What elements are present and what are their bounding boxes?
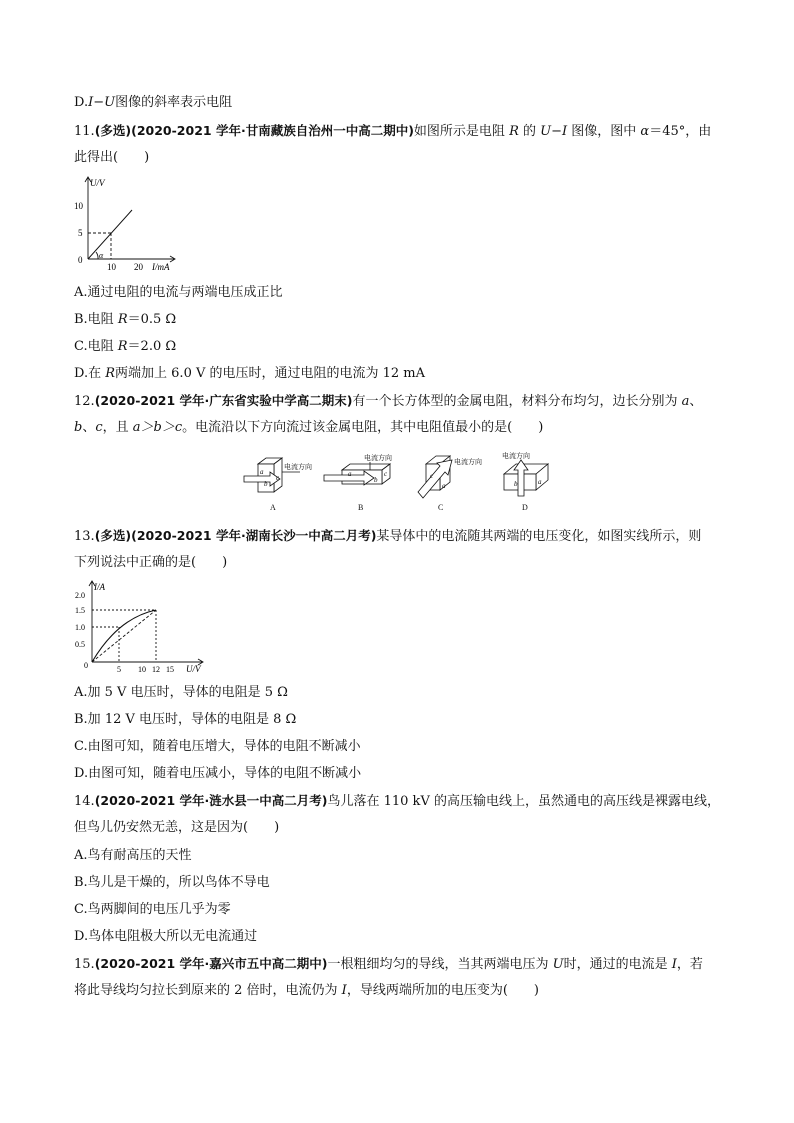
q12-stem-line1 bbox=[74, 391, 702, 412]
y-axis-label: U/V bbox=[90, 178, 105, 188]
var-r: R bbox=[117, 312, 128, 327]
stem-text: ，导线两端所加的电压变为( ) bbox=[346, 983, 539, 998]
figure-caption: 电流方向 bbox=[364, 454, 392, 462]
q14-option-c: C.鸟两脚间的电压几乎为零 bbox=[74, 902, 231, 917]
x-tick-label: 5 bbox=[117, 665, 121, 674]
figure-caption: 电流方向 bbox=[502, 452, 530, 460]
var-r: R bbox=[105, 366, 116, 381]
dashed-chord bbox=[92, 610, 156, 662]
stem-text: 将此导线均匀拉长到原来的 2 倍时，电流仍为 bbox=[74, 983, 342, 998]
var-i: I bbox=[562, 124, 568, 139]
option-text: ＝0.5 Ω bbox=[127, 312, 177, 327]
figure-c bbox=[418, 456, 452, 498]
option-text: 图像的斜率表示电阻 bbox=[115, 95, 233, 110]
question-source-tag: (多选)(2020-2021 学年·甘南藏族自治州一中高二期中) bbox=[94, 123, 414, 138]
var-alpha: α bbox=[640, 124, 650, 139]
edge-label: b bbox=[514, 480, 518, 488]
q14-option-a: A.鸟有耐高压的天性 bbox=[74, 848, 192, 863]
q14-stem-line2: 但鸟儿仍安然无恙，这是因为( ) bbox=[74, 820, 280, 835]
x-tick-label: 15 bbox=[166, 665, 174, 674]
var-i: I bbox=[671, 957, 677, 972]
q11-option-d bbox=[74, 364, 425, 384]
question-source-tag: (多选)(2020-2021 学年·湖南长沙一中高二月考) bbox=[94, 528, 377, 543]
stem-text: 某导体中的电流随其两端的电压变化，如图实线所示，则 bbox=[376, 529, 702, 544]
x-tick-label: 20 bbox=[134, 262, 143, 272]
edge-label: b bbox=[374, 476, 378, 484]
stem-text: 鸟儿落在 110 kV 的高压输电线上，虽然通电的高压线是裸露电线， bbox=[327, 794, 720, 809]
option-prefix: D. bbox=[74, 95, 89, 110]
edge-label: a bbox=[348, 470, 352, 478]
dash: − bbox=[93, 95, 105, 110]
edge-label: a bbox=[442, 482, 446, 490]
stem-text: 的 bbox=[518, 124, 541, 139]
var-i: I bbox=[88, 95, 94, 110]
figure-label: A bbox=[270, 503, 276, 512]
x-axis-label: U/V bbox=[186, 664, 201, 674]
figure-b bbox=[324, 462, 390, 485]
var-a: a bbox=[681, 394, 690, 409]
x-tick-label: 10 bbox=[107, 262, 116, 272]
edge-label: b bbox=[264, 480, 268, 488]
figure-caption: 电流方向 bbox=[284, 463, 312, 471]
stem-text: 、 bbox=[689, 394, 703, 409]
edge-label: a bbox=[260, 468, 264, 476]
q12-resistor-figures bbox=[240, 448, 570, 514]
figure-label: C bbox=[438, 503, 444, 512]
q14-stem-line1 bbox=[74, 791, 720, 812]
var-i: I bbox=[341, 983, 347, 998]
var-u: U bbox=[552, 957, 564, 972]
figure-label: B bbox=[358, 503, 364, 512]
origin-label: 0 bbox=[78, 255, 83, 265]
stem-text: 一根粗细均匀的导线，当其两端电压为 bbox=[327, 957, 553, 972]
question-source-tag: (2020-2021 学年·嘉兴市五中高二期中) bbox=[94, 956, 328, 971]
option-text: 两端加上 6.0 V 的电压时，通过电阻的电流为 12 mA bbox=[115, 366, 426, 381]
dash: − bbox=[551, 124, 562, 139]
var-r: R bbox=[509, 124, 519, 139]
var-b: b bbox=[74, 420, 83, 435]
question-number: 12. bbox=[74, 394, 95, 409]
q13-stem-line2: 下列说法中正确的是( ) bbox=[74, 555, 228, 570]
stem-text: 有一个长方体型的金属电阻，材料分布均匀，边长分别为 bbox=[352, 394, 682, 409]
q13-i-u-graph bbox=[74, 578, 214, 676]
angle-label: α bbox=[99, 251, 104, 260]
var-r: R bbox=[117, 339, 128, 354]
stem-text: 如图所示是电阻 bbox=[413, 124, 510, 139]
figure-label: D bbox=[522, 503, 528, 512]
stem-text: 时，通过的电流是 bbox=[563, 957, 672, 972]
q13-option-a: A.加 5 V 电压时，导体的电阻是 5 Ω bbox=[74, 685, 288, 700]
question-number: 11. bbox=[74, 124, 95, 139]
question-source-tag: (2020-2021 学年·涟水县一中高二月考) bbox=[94, 793, 328, 808]
q10-option-d bbox=[74, 93, 232, 113]
q11-stem-line2: 此得出( ) bbox=[74, 150, 150, 165]
q11-option-a: A.通过电阻的电流与两端电压成正比 bbox=[74, 285, 283, 300]
x-tick-label: 10 bbox=[138, 665, 146, 674]
y-axis-label: I/A bbox=[94, 582, 105, 592]
edge-label: a bbox=[538, 478, 542, 486]
y-tick-label: 10 bbox=[74, 201, 83, 211]
u-i-line bbox=[88, 210, 132, 259]
option-text: ＝2.0 Ω bbox=[127, 339, 177, 354]
inequality: a＞b＞c bbox=[132, 420, 183, 435]
edge-label: c bbox=[276, 474, 280, 482]
q15-stem-line1 bbox=[74, 954, 703, 975]
var-u: U bbox=[540, 124, 552, 139]
stem-text: ＝45°，由 bbox=[649, 124, 712, 139]
edge-label: c bbox=[430, 472, 434, 480]
question-number: 15. bbox=[74, 957, 95, 972]
stem-text: ，若 bbox=[676, 957, 703, 972]
option-text: B.电阻 bbox=[74, 312, 118, 327]
x-tick-label: 12 bbox=[152, 665, 160, 674]
question-number: 14. bbox=[74, 794, 95, 809]
q12-stem-line2 bbox=[74, 418, 543, 438]
stem-text: 图像，图中 bbox=[567, 124, 641, 139]
q15-stem-line2 bbox=[74, 981, 539, 1001]
origin-label: 0 bbox=[84, 661, 88, 670]
question-number: 13. bbox=[74, 529, 95, 544]
y-tick-label: 1.0 bbox=[75, 623, 85, 632]
q13-stem-line1 bbox=[74, 526, 701, 547]
var-u: U bbox=[104, 95, 116, 110]
question-source-tag: (2020-2021 学年·广东省实验中学高二期末) bbox=[94, 393, 353, 408]
q11-option-c bbox=[74, 337, 176, 357]
figure-caption: 电流方向 bbox=[454, 458, 482, 466]
angle-arc bbox=[96, 252, 98, 259]
y-tick-label: 0.5 bbox=[75, 640, 85, 649]
y-tick-label: 1.5 bbox=[75, 606, 85, 615]
y-tick-label: 2.0 bbox=[75, 591, 85, 600]
var-c: c bbox=[95, 420, 103, 435]
q14-option-d: D.鸟体电阻极大所以无电流通过 bbox=[74, 929, 258, 944]
stem-text: 。电流沿以下方向流过该金属电阻，其中电阻值最小的是( ) bbox=[182, 420, 544, 435]
q13-option-d: D.由图可知，随着电压减小，导体的电阻不断减小 bbox=[74, 766, 362, 781]
x-axis-label: I/mA bbox=[152, 262, 170, 272]
stem-text: ，且 bbox=[102, 420, 133, 435]
q11-option-b bbox=[74, 310, 176, 330]
q11-stem-line1 bbox=[74, 121, 711, 142]
q13-option-b: B.加 12 V 电压时，导体的电阻是 8 Ω bbox=[74, 712, 297, 727]
edge-label: c bbox=[384, 470, 388, 478]
option-text: D.在 bbox=[74, 366, 106, 381]
stem-text: 、 bbox=[82, 420, 96, 435]
y-tick-label: 5 bbox=[78, 228, 83, 238]
q13-option-c: C.由图可知，随着电压增大，导体的电阻不断减小 bbox=[74, 739, 361, 754]
option-text: C.电阻 bbox=[74, 339, 118, 354]
q14-option-b: B.鸟儿是干燥的，所以鸟体不导电 bbox=[74, 875, 270, 890]
q11-u-i-graph bbox=[74, 172, 194, 276]
